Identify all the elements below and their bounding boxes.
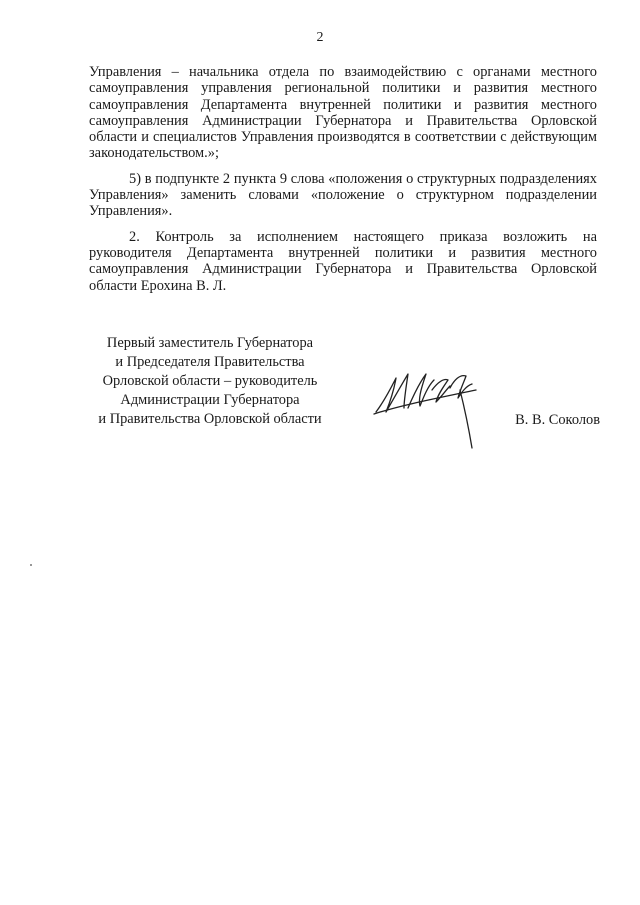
position-line: и Правительства Орловской области — [98, 411, 322, 427]
position-line: и Председателя Правительства — [115, 354, 305, 370]
scan-speck — [30, 564, 32, 566]
position-line: Орловской области – руководитель — [102, 373, 318, 389]
handwritten-signature — [368, 360, 488, 460]
document-body — [89, 64, 597, 303]
signatory-name: В. В. Соколов — [515, 412, 600, 428]
signatory-position — [80, 334, 340, 429]
position-line: Первый заместитель Губернатора — [106, 335, 314, 351]
page-number: 2 — [316, 30, 324, 45]
position-line: Администрации Губернатора — [120, 392, 300, 408]
paragraph-continuation: Управления – начальника отдела по взаимодействию с органами местного самоуправления управления региональной политики и развития местного самоуправления Департамента внутренней политики и развития местного самоуправления Администрации Губернатора и Правительства Орловской области и специалистов Управления производятся в соответствии с действующим законодательством.»; — [89, 64, 597, 162]
paragraph-item-5: 5) в подпункте 2 пункта 9 слова «положения о структурных подразделениях Управления» заменить словами «положение о структурном подразделении Управления». — [89, 170, 597, 220]
paragraph-item-2: 2. Контроль за исполнением настоящего приказа возложить на руководителя Департамента внутренней политики и развития местного самоуправления Администрации Губернатора и Правительства Орловской области Ерохина В. Л. — [89, 228, 597, 294]
